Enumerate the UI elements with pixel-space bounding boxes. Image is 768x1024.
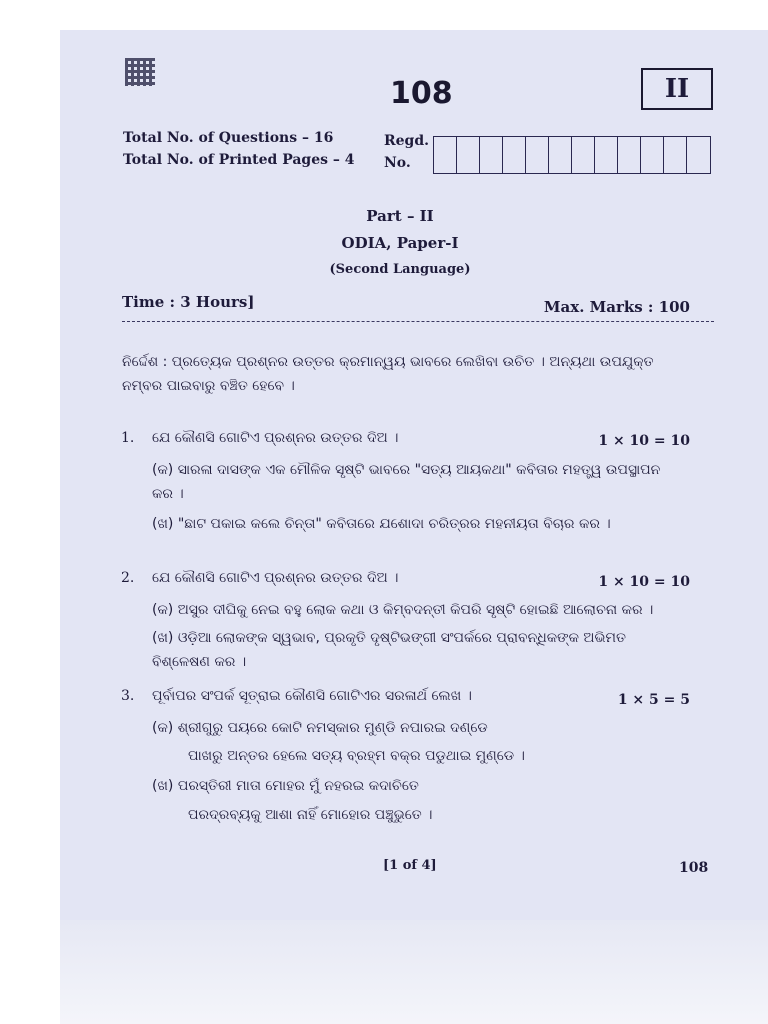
question-3-text: ପୂର୍ବାପର ସଂପର୍କ ସୂତ୍ରାଇ କୌଣସି ଗୋଟିଏର ସରଳାର୍ଥ ଲେଖ । xyxy=(152,688,472,704)
question-3-part-a-line-2: ପାଖରୁ ଅନ୍ତର ହେଲେ ସତ୍ୟ ବ୍ରହ୍ମ ବକ୍ର ପଡୁଥାଇ ମୁଣ୍ଡେ । xyxy=(188,748,525,764)
total-questions: Total No. of Questions – 16 xyxy=(123,130,334,146)
regd-box xyxy=(572,137,595,173)
regd-box xyxy=(641,137,664,173)
question-1-number: 1. xyxy=(121,430,135,446)
exam-time: Time : 3 Hours] xyxy=(122,293,255,311)
max-marks: Max. Marks : 100 xyxy=(543,298,690,316)
header-divider xyxy=(122,321,714,322)
no-label: No. xyxy=(384,155,411,171)
question-1-text: ଯେ କୌଣସି ଗୋଟିଏ ପ୍ରଶ୍ନର ଉତ୍ତର ଦିଅ । xyxy=(152,430,399,446)
question-3-part-b-line-1: (ଖ) ପରସ୍ତିରୀ ମାତା ମୋହର ମୁଁ ନହରଇ କଦାଚିତେ xyxy=(152,778,419,794)
regd-box xyxy=(549,137,572,173)
page-indicator: [1 of 4] xyxy=(383,858,437,873)
question-1-part-b: (ଖ) "ଛାଟ ପକାଇ କଲେ ଚିନ୍ତା" କବିତାରେ ଯଶୋଦା ଚରିତ୍ରର ମହନୀୟତା ବିଚାର କର । xyxy=(152,516,611,532)
regd-box xyxy=(595,137,618,173)
question-1-part-a: (କ) ସାରଳା ଦାସଙ୍କ ଏକ ମୌଳିକ ସୃଷ୍ଟି ଭାବରେ "ସତ୍ୟ ଆୟକଥା" କବିତାର ମହତ୍ତ୍ୱ ଉପସ୍ଥାପନ କର । xyxy=(152,462,661,502)
instruction-text: ନିର୍ଦ୍ଦେଶ : ପ୍ରତ୍ୟେକ ପ୍ରଶ୍ନର ଉତ୍ତର କ୍ରମାନ୍ୱୟ ଭାବରେ ଲେଖିବା ଉଚିତ । ଅନ୍ୟଥା ଉପଯୁକ୍ତ ନମ୍ବର ପାଇବାରୁ ବଞ୍ଚିତ ହେବେ । xyxy=(122,354,654,394)
sheet-bottom-edge xyxy=(60,920,768,1024)
question-2-part-b: (ଖ) ଓଡ଼ିଆ ଲୋକଙ୍କ ସ୍ୱଭାବ, ପ୍ରକୃତି ଦୃଷ୍ଟିଭଙ୍ଗୀ ସଂପର୍କରେ ପ୍ରାବନ୍ଧିକଙ୍କ ଅଭିମତ ବିଶ୍ଳେଷଣ କର । xyxy=(152,630,626,670)
regd-box xyxy=(434,137,457,173)
registration-number-boxes xyxy=(433,136,711,174)
question-1-marks: 1 × 10 = 10 xyxy=(598,433,690,449)
footer-paper-code: 108 xyxy=(679,860,709,876)
question-2-marks: 1 × 10 = 10 xyxy=(598,574,690,590)
question-3-part-a-line-1: (କ) ଶ୍ରୀଗୁରୁ ପୟରେ କୋଟି ନମସ୍କାର ମୁଣ୍ଡି ନପାରଇ ଦଣ୍ଡେ xyxy=(152,720,488,736)
subject-title: ODIA, Paper-I xyxy=(341,234,459,252)
regd-box xyxy=(664,137,687,173)
paper-number-box: II xyxy=(641,68,713,110)
regd-box xyxy=(687,137,710,173)
regd-label: Regd. xyxy=(384,133,429,149)
part-title: Part – II xyxy=(366,207,434,225)
question-2-text: ଯେ କୌଣସି ଗୋଟିଏ ପ୍ରଶ୍ନର ଉତ୍ତର ଦିଅ । xyxy=(152,570,399,586)
question-2-part-a: (କ) ଅସୁର ଦୀଘିକୁ ନେଇ ବହୁ ଲୋକ କଥା ଓ କିମ୍ବଦନ୍ତୀ କିପରି ସୃଷ୍ଟି ହୋଇଛି ଆଲୋଚନା କର । xyxy=(152,602,654,618)
total-pages: Total No. of Printed Pages – 4 xyxy=(123,152,355,168)
regd-box xyxy=(618,137,641,173)
paper-code: 108 xyxy=(390,76,453,111)
question-3-marks: 1 × 5 = 5 xyxy=(617,692,690,708)
question-3-number: 3. xyxy=(121,688,135,704)
regd-box xyxy=(526,137,549,173)
language-subtitle: (Second Language) xyxy=(329,262,471,277)
question-2-number: 2. xyxy=(121,570,135,586)
regd-box xyxy=(480,137,503,173)
qr-code-icon xyxy=(125,58,155,86)
question-3-part-b-line-2: ପରଦ୍ରବ୍ୟକୁ ଆଶା ନାହିଁ ମୋହୋର ପଞ୍ଚୁଭୁତେ । xyxy=(188,807,433,823)
regd-box xyxy=(457,137,480,173)
regd-box xyxy=(503,137,526,173)
